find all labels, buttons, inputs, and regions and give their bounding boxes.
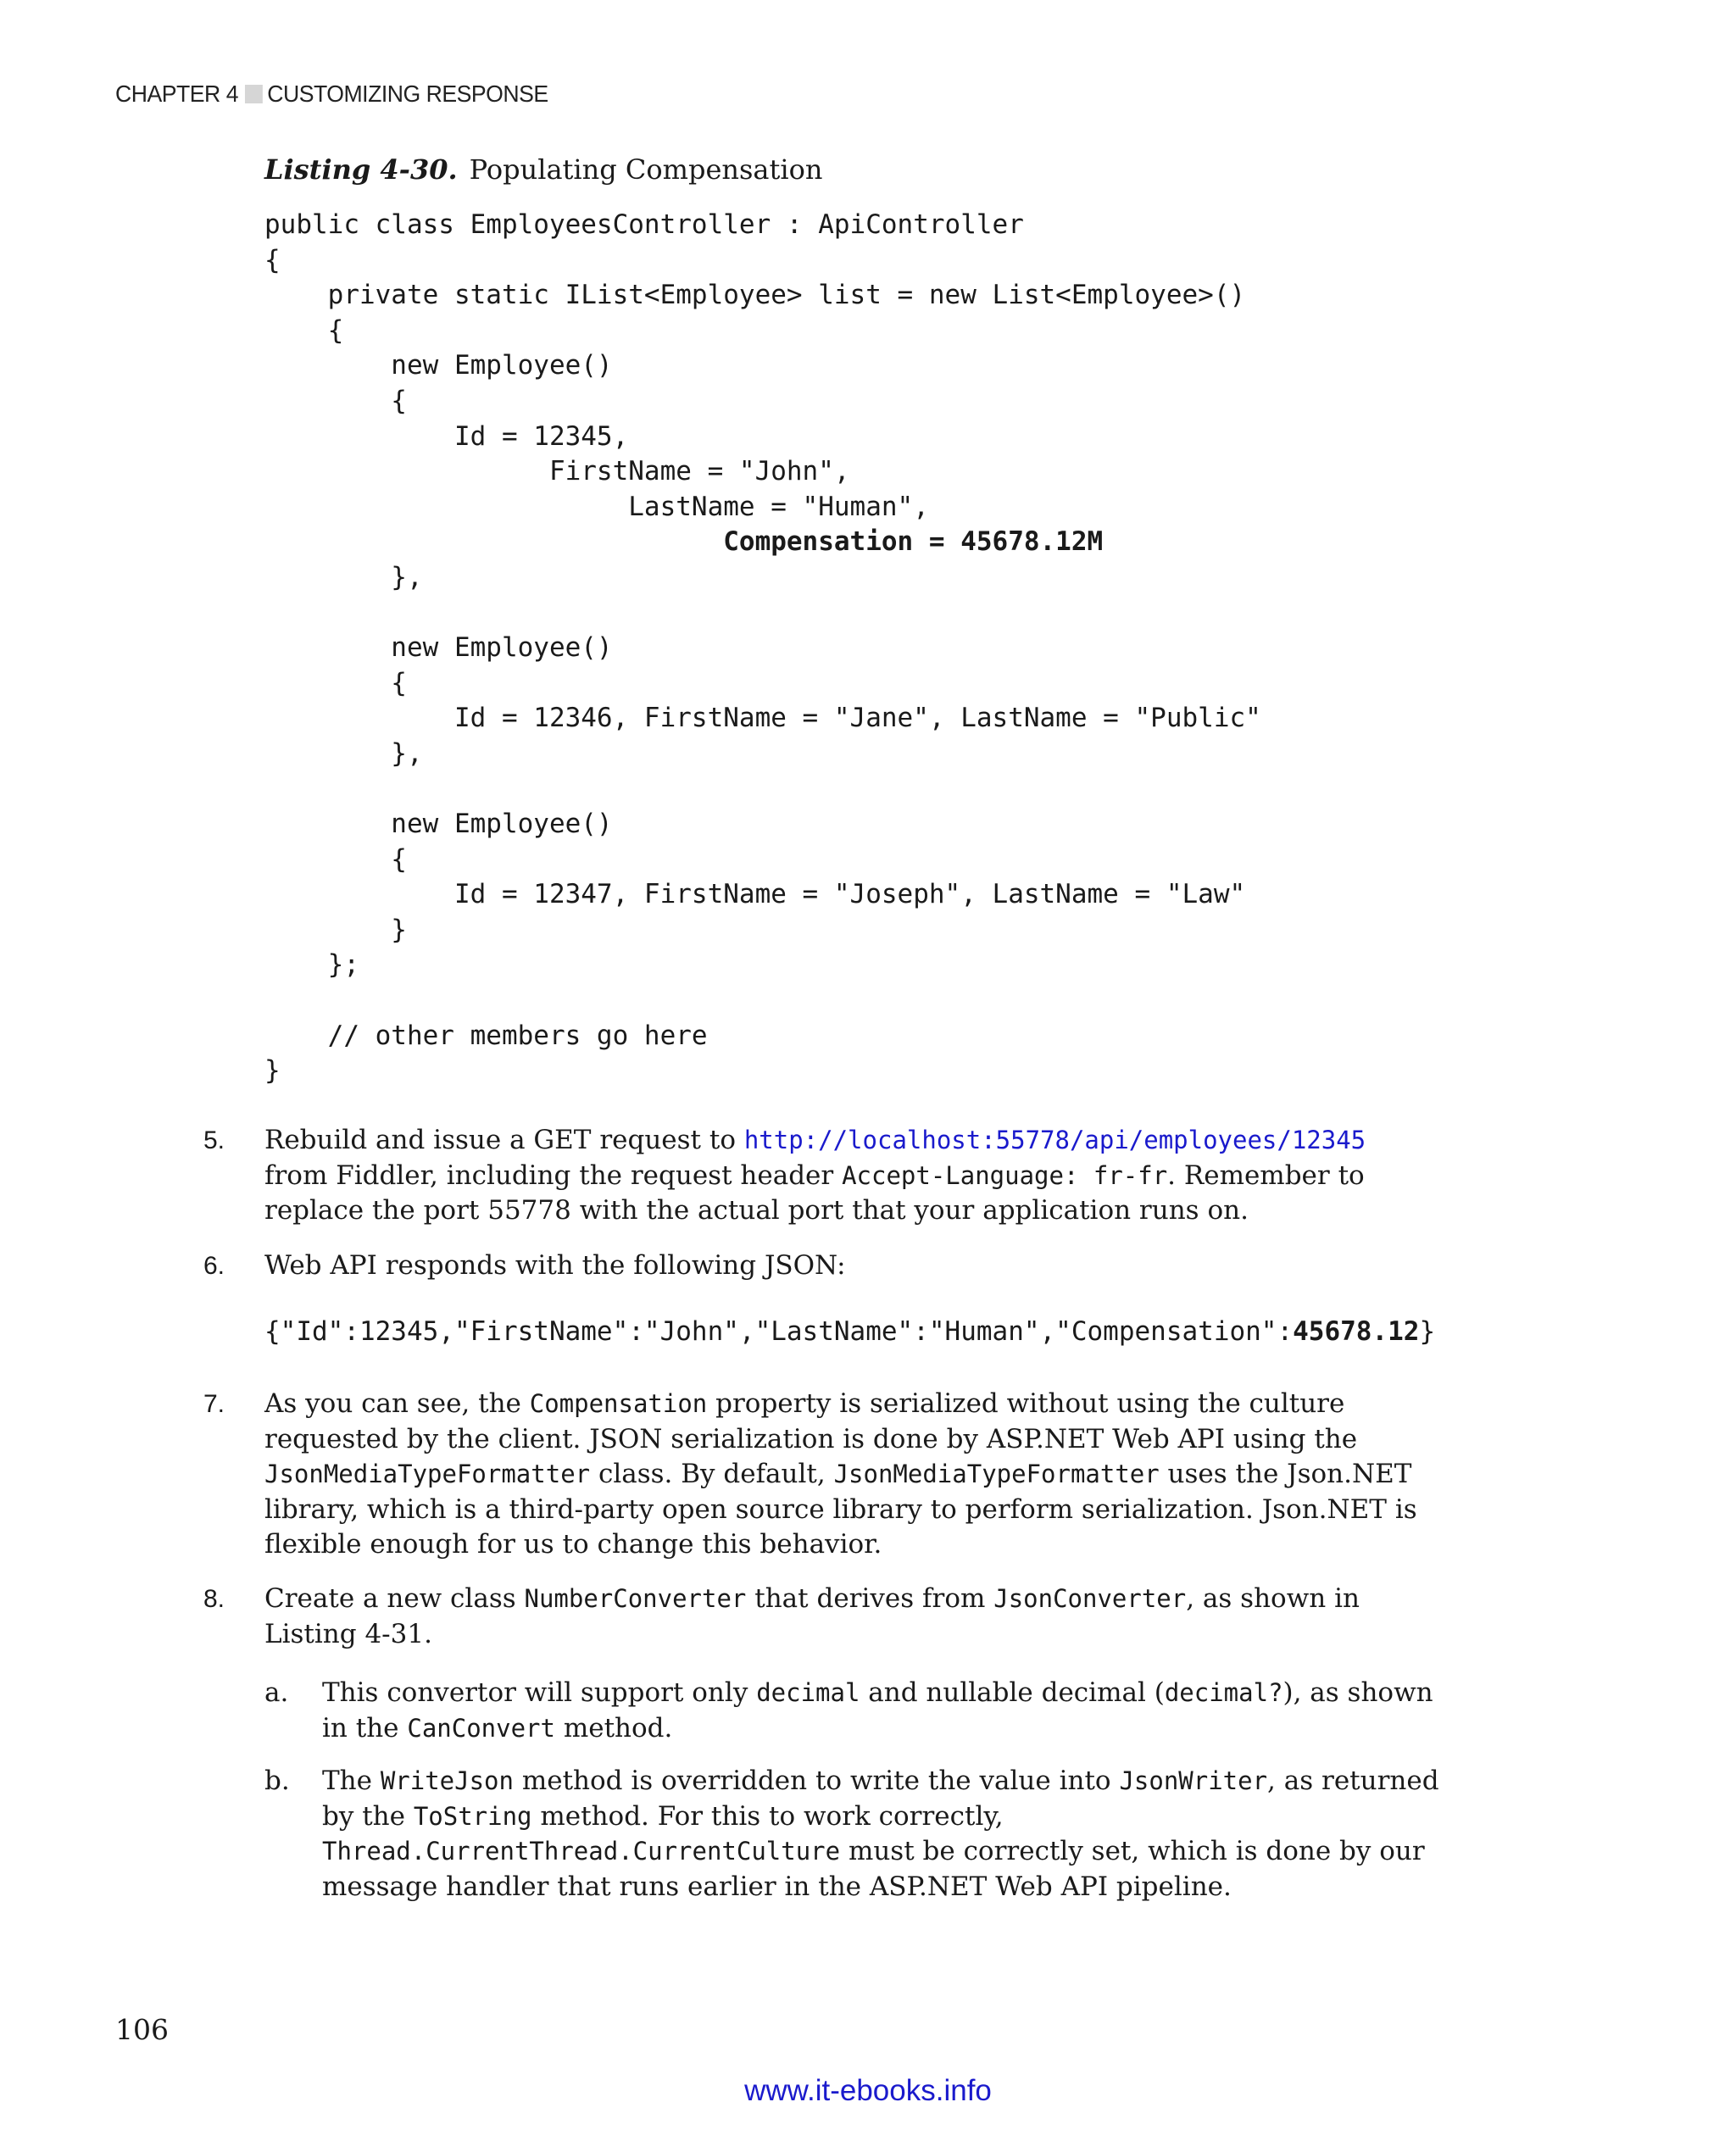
step-8 — [203, 1582, 1424, 1652]
code-line: public class EmployeesController : ApiController — [264, 209, 1024, 240]
code-line: }, — [264, 737, 423, 769]
code-line: }; — [264, 949, 359, 981]
text-run: from Fiddler, including the request header — [264, 1159, 843, 1191]
json-suffix: } — [1419, 1316, 1436, 1347]
code-line: Id = 12345, — [264, 420, 629, 452]
code-listing — [264, 208, 1261, 1089]
page-number: 106 — [115, 2013, 169, 2046]
substep-a — [264, 1676, 1451, 1746]
text-run: As you can see, the — [264, 1388, 530, 1419]
code-line: { — [264, 667, 407, 698]
text-run: that derives from — [746, 1583, 994, 1614]
text-run: Create a new class — [264, 1583, 525, 1614]
text-run: class. By default, — [590, 1459, 834, 1490]
text-run: uses the Json.NET library, which is a third-party open source library to perform serialization. Json.NET is flexible enough for us to change this behavior. — [264, 1459, 1417, 1560]
inline-code: JsonWriter — [1119, 1766, 1268, 1795]
substep-text — [322, 1764, 1451, 1905]
text-run: , as shown in Listing 4-31. — [264, 1583, 1360, 1649]
code-line: }, — [264, 561, 423, 592]
running-header — [115, 81, 548, 108]
text-run: The — [322, 1766, 381, 1796]
json-compensation-value: 45678.12 — [1293, 1316, 1420, 1347]
code-line: { — [264, 385, 407, 416]
listing-label: Listing 4-30. — [264, 153, 458, 186]
code-line: LastName = "Human", — [264, 491, 929, 522]
step-5 — [203, 1123, 1424, 1229]
code-line: } — [264, 1055, 281, 1087]
substep-letter: a. — [264, 1677, 289, 1708]
code-line: Compensation = 45678.12M — [264, 526, 1104, 558]
text-run: , as returned by the — [322, 1766, 1439, 1832]
text-run: ), as shown in the — [322, 1677, 1433, 1743]
inline-code: ToString — [413, 1801, 532, 1831]
code-line — [264, 983, 1261, 1019]
step-text — [264, 1582, 1424, 1652]
code-line — [264, 772, 1261, 808]
inline-code: NumberConverter — [524, 1584, 747, 1613]
code-line: { — [264, 244, 281, 275]
substep-letter: b. — [264, 1766, 290, 1796]
inline-code: Compensation — [529, 1389, 708, 1418]
json-prefix: {"Id":12345,"FirstName":"John","LastName":"Human","Compensation": — [264, 1316, 1294, 1347]
step-number: 6. — [203, 1252, 225, 1280]
text-run: must be correctly set, which is done by our message handler that runs earlier in the ASP.NET Web API pipeline. — [322, 1836, 1425, 1902]
step-7 — [203, 1387, 1424, 1563]
header-separator-square — [245, 85, 263, 103]
inline-code: JsonMediaTypeFormatter — [264, 1460, 591, 1489]
footer-link[interactable]: www.it-ebooks.info — [744, 2074, 992, 2107]
listing-caption — [264, 153, 822, 186]
code-line: new Employee() — [264, 350, 613, 381]
chapter-title: CUSTOMIZING RESPONSE — [267, 81, 548, 107]
request-url-link[interactable]: http://localhost:55778/api/employees/12345 — [743, 1126, 1366, 1154]
step-number: 8. — [203, 1585, 225, 1613]
text-run: This convertor will support only — [322, 1677, 757, 1708]
text-run: method. — [554, 1712, 673, 1743]
text-run: and nullable decimal ( — [860, 1677, 1165, 1708]
substep-b — [264, 1764, 1451, 1905]
text-run: . Remember to replace the port 55778 with the actual port that your application runs on. — [264, 1159, 1365, 1226]
json-response — [264, 1316, 1435, 1347]
step-number: 5. — [203, 1126, 225, 1154]
step-number: 7. — [203, 1390, 225, 1418]
substep-text — [322, 1676, 1451, 1746]
text-run: method. For this to work correctly, — [531, 1800, 1004, 1832]
inline-code: decimal? — [1164, 1678, 1283, 1707]
code-line: { — [264, 314, 344, 346]
inline-code: Thread.CurrentThread.CurrentCulture — [322, 1837, 841, 1866]
code-line: } — [264, 914, 407, 945]
code-line: FirstName = "John", — [264, 456, 850, 487]
listing-title: Populating Compensation — [469, 153, 823, 186]
inline-code: Accept-Language: fr-fr — [842, 1160, 1168, 1190]
inline-code: decimal — [756, 1678, 860, 1707]
code-line: new Employee() — [264, 632, 613, 664]
code-line — [264, 596, 1261, 631]
chapter-label: CHAPTER 4 — [115, 81, 239, 107]
inline-code: JsonMediaTypeFormatter — [833, 1460, 1160, 1489]
step-text — [264, 1387, 1424, 1563]
inline-code: JsonConverter — [993, 1584, 1187, 1613]
code-line: Id = 12347, FirstName = "Joseph", LastName = "Law" — [264, 879, 1246, 910]
step-text: Web API responds with the following JSON: — [264, 1250, 846, 1281]
code-line: Id = 12346, FirstName = "Jane", LastName = "Public" — [264, 703, 1261, 734]
text-run: Rebuild and issue a GET request to — [264, 1125, 744, 1155]
code-line: // other members go here — [264, 1020, 708, 1051]
text-run: method is overridden to write the value into — [513, 1766, 1120, 1796]
code-line: private static IList<Employee> list = new List<Employee>() — [264, 280, 1246, 311]
code-line: { — [264, 843, 407, 875]
inline-code: WriteJson — [380, 1766, 514, 1795]
step-6 — [203, 1248, 1424, 1284]
inline-code: CanConvert — [407, 1713, 555, 1743]
step-text — [264, 1123, 1424, 1229]
text-run: property is serialized without using the culture requested by the client. JSON serialization is done by ASP.NET Web API using the — [264, 1388, 1358, 1454]
code-line: new Employee() — [264, 809, 613, 840]
